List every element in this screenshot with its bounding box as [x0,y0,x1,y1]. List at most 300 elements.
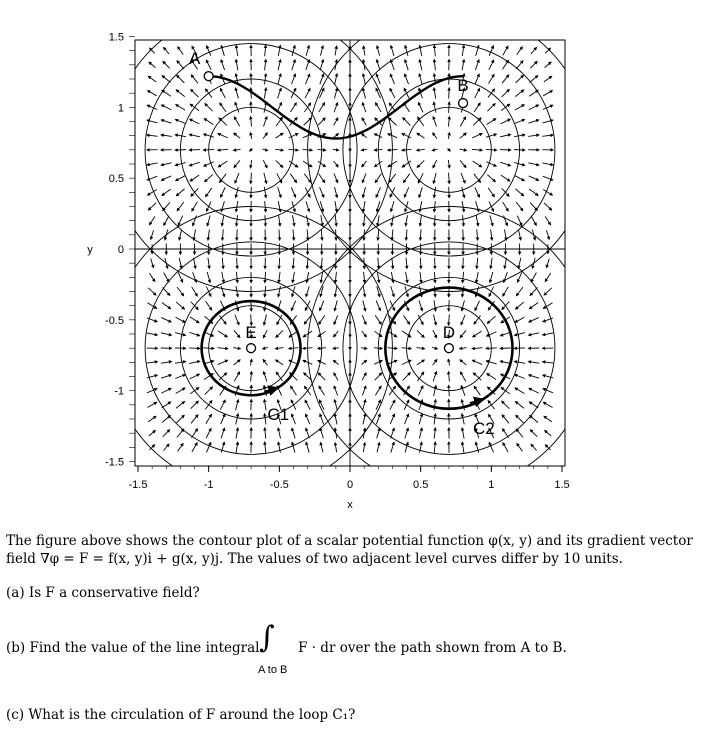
vector-arrow [276,330,283,337]
vector-arrow [377,272,379,283]
vector-arrow [461,386,465,396]
vector-arrow [487,103,495,111]
vector-arrow [176,176,186,181]
vector-arrow [278,59,280,70]
vector-arrow [377,215,379,226]
vector-arrow [218,348,228,349]
vector-arrow [434,45,435,56]
vector-arrow [205,387,213,395]
vector-arrow [362,118,366,126]
vector-arrow [334,88,337,99]
vector-arrow [461,315,465,325]
vector-arrow [377,46,380,56]
vector-arrow [404,187,408,197]
vector-arrow [542,135,553,136]
vector-arrow [320,74,324,84]
vector-arrow [236,187,239,198]
vector-arrow [263,359,267,365]
vector-arrow [376,414,380,424]
vector-arrow [189,162,199,166]
vector-arrow [318,360,326,364]
vector-arrow [220,103,226,112]
vector-arrow [545,273,551,282]
vector-arrow [307,215,309,226]
vector-arrow [500,162,510,166]
vector-arrow [306,201,309,211]
vector-arrow [374,331,382,337]
vector-arrow [374,360,382,364]
vector-arrow [489,201,494,211]
vector-arrow [189,134,200,136]
vector-arrow [251,371,252,381]
vector-arrow [491,258,492,269]
vector-arrow [305,301,310,311]
vector-arrow [531,216,536,226]
vector-arrow [151,230,154,239]
vector-arrow [265,442,266,453]
vector-arrow [449,173,450,184]
loop-label: C2 [473,418,495,438]
vector-arrow [278,88,282,98]
vector-arrow [203,134,214,137]
vector-arrow [222,229,223,240]
vector-arrow [307,229,308,240]
vector-arrow [420,272,421,283]
vector-arrow [265,215,266,226]
vector-arrow [250,148,253,151]
vector-arrow [303,149,313,150]
vector-arrow [279,229,280,240]
vector-arrow [403,373,411,381]
vector-arrow [406,215,408,226]
vector-arrow [265,201,266,212]
vector-arrow [163,444,169,451]
vector-arrow [335,300,338,311]
vector-arrow [235,315,239,325]
vector-arrow [175,163,186,166]
vector-arrow [292,60,295,70]
vector-arrow [291,103,297,112]
vector-arrow [336,229,337,240]
vector-arrow [516,202,523,211]
vector-arrow [289,348,299,349]
vector-arrow [321,272,323,283]
vector-arrow [303,161,312,167]
vector-arrow [218,331,227,337]
vector-arrow [177,429,184,437]
vector-arrow [303,331,312,337]
vector-arrow [176,105,185,111]
vector-arrow [515,302,523,309]
vector-arrow [147,189,156,195]
vector-arrow [363,201,365,212]
vector-arrow [503,287,509,296]
vector-arrow [544,416,552,422]
vector-arrow [290,174,296,183]
vector-arrow [236,414,238,425]
vector-arrow [176,302,184,309]
vector-arrow [306,286,309,296]
x-tick-label: -0.5 [269,479,289,491]
vector-arrow [448,359,449,365]
vector-arrow [318,161,326,167]
vector-arrow [251,102,252,113]
vector-arrow [405,414,409,424]
vector-arrow [475,301,480,311]
vector-arrow [543,189,552,195]
vector-arrow [250,132,251,138]
vector-arrow [206,46,210,56]
vector-arrow [461,173,465,183]
vector-arrow [292,414,296,424]
vector-arrow [251,173,252,184]
vector-arrow [504,216,508,226]
vector-arrow [375,373,382,380]
vector-arrow [460,330,466,337]
vector-arrow [265,272,266,283]
vector-arrow [334,118,338,126]
vector-arrow [434,102,436,113]
vector-arrow [265,286,266,297]
vector-arrow [306,428,310,438]
vector-arrow [391,442,394,453]
vector-arrow [433,133,437,139]
vector-arrow [275,360,283,365]
vector-arrow [362,161,367,167]
vector-arrow [275,133,283,138]
vector-arrow [475,74,479,84]
vector-arrow [179,258,181,269]
vector-arrow [502,60,508,69]
vector-arrow [190,387,199,394]
y-tick-label: 0 [117,244,124,256]
vector-arrow [417,348,425,349]
vector-arrow [164,273,169,283]
vector-arrow [462,45,464,56]
vector-arrow [433,372,436,382]
vector-arrow [529,90,538,96]
vector-arrow [374,134,382,138]
vector-arrow [462,201,464,212]
vector-arrow [449,385,450,396]
paths [202,76,513,409]
vector-arrow [321,215,323,226]
vector-arrow [545,62,552,68]
vector-arrow [191,429,197,438]
vector-arrow [206,442,210,452]
vector-arrow [335,46,336,56]
vector-arrow [433,330,437,338]
vector-arrow [334,373,338,381]
vector-arrow [263,160,267,168]
vector-arrow [291,301,295,311]
vector-arrow [434,187,436,198]
vector-arrow [335,201,337,212]
vector-arrow [221,201,224,212]
vector-arrow [417,160,424,167]
vector-arrow [501,104,510,111]
vector-arrow [222,215,224,226]
y-tick-label: -1.5 [105,456,124,469]
question-b-text: (b) Find the value of the line integral [6,640,260,656]
vector-arrow [177,61,184,69]
vector-arrow [149,62,156,68]
vector-arrow [419,414,422,425]
vector-arrow [334,103,338,113]
vector-arrow [434,428,435,439]
vector-arrow [320,187,324,197]
vector-arrow [221,286,224,297]
vector-arrow [319,103,325,112]
vector-arrow [221,60,225,70]
vector-arrow [236,45,238,56]
vector-arrow [178,47,184,55]
vector-arrow [502,89,510,97]
vector-arrow [318,348,326,349]
vector-arrow [515,388,524,394]
x-tick-label: -1 [203,479,214,491]
vector-arrow [434,59,435,70]
vector-arrow [147,163,158,165]
vector-arrow [203,348,214,349]
vector-arrow [420,201,422,212]
vector-arrow [177,287,184,296]
vector-arrow [177,75,185,83]
vector-arrow [489,442,493,452]
vector-arrow [190,374,200,379]
vector-arrow [218,133,228,137]
vector-arrow [529,302,538,308]
vector-arrow [279,215,280,226]
vector-arrow [363,46,364,56]
vector-arrow [333,348,339,349]
vector-arrow [529,388,539,393]
vector-arrow [362,315,366,324]
vector-arrow [161,105,171,110]
vector-arrow [162,75,170,82]
vector-arrow [489,60,494,70]
vector-arrow [420,258,421,269]
vector-arrow [501,387,510,394]
vector-arrow [319,400,324,410]
vector-arrow [361,149,367,150]
vector-arrow [419,428,421,439]
vector-arrow [487,175,495,182]
vector-arrow [434,414,435,425]
vector-arrow [204,119,213,125]
vector-arrow [206,287,211,297]
vector-arrow [501,119,511,124]
vector-arrow [491,229,492,240]
vector-arrow [264,372,267,382]
vector-arrow [206,201,211,211]
vector-arrow [333,149,339,150]
vector-arrow [460,360,467,365]
y-tick-label: -0.5 [105,314,124,327]
x-tick-label: 0.5 [413,479,429,491]
vector-arrow [388,161,397,167]
vector-arrow [388,348,398,349]
vector-arrow [488,188,494,197]
point-marker [444,344,453,353]
vector-arrow [363,300,366,311]
vector-arrow [390,187,395,197]
vector-arrow [515,105,524,111]
vector-arrow [293,229,294,240]
vector-arrow [147,303,156,309]
vector-arrow [514,120,524,124]
vector-arrow [391,286,394,296]
x-tick-label: 0 [346,479,354,491]
vector-arrow [487,316,495,323]
vector-arrow [278,187,281,197]
vector-arrow [503,46,508,55]
vector-arrow [335,215,336,226]
vector-arrow [529,402,538,408]
vector-arrow [516,75,524,83]
vector-arrow [305,74,309,84]
x-axis-label: x [347,499,353,511]
vector-arrow [176,388,185,394]
vector-arrow [221,414,225,424]
vector-arrow [363,400,366,411]
vector-arrow [543,91,552,96]
vector-arrow [278,286,280,297]
vector-arrow [235,400,238,411]
vector-arrow [191,89,199,97]
vector-arrow [528,333,539,335]
vector-arrow [264,399,266,410]
vector-arrow [264,414,265,425]
vector-arrow [545,216,551,225]
vector-arrow [543,402,552,407]
vector-arrow [162,189,171,195]
vector-arrow [236,201,238,212]
vector-arrow [486,149,497,150]
vector-arrow [488,89,495,98]
vector-arrow [264,117,267,127]
vector-arrow [333,133,338,137]
vector-arrow [542,333,553,335]
vector-arrow [502,401,510,409]
vector-arrow [305,414,309,424]
vector-arrow [203,149,214,150]
vector-arrow [514,135,525,137]
y-tick-label: 0.5 [108,173,124,186]
vector-arrow [264,88,266,99]
vector-arrow [147,362,158,363]
vector-arrow [335,443,336,453]
vector-arrow [501,175,510,181]
vector-arrow [378,229,379,240]
vector-arrow [279,258,280,269]
vector-arrow [528,135,539,137]
vector-arrow [292,45,295,56]
vector-arrow [161,333,172,335]
vector-arrow [402,149,412,150]
vector-arrow [289,149,299,150]
vector-arrow [515,176,525,181]
vector-arrow [489,46,493,56]
vector-arrow [306,60,310,70]
vector-arrow [544,76,552,82]
vector-arrow [305,187,310,197]
vector-arrow [502,75,509,84]
vector-arrow [391,428,395,438]
vector-arrow [362,103,366,113]
vector-arrow [376,400,381,410]
vector-arrow [176,189,184,196]
vector-arrow [419,187,422,197]
vector-arrow [278,428,280,439]
vector-arrow [362,174,366,183]
x-tick-label: 1 [488,479,495,491]
vector-arrow [528,120,538,123]
vector-arrow [418,102,423,112]
point-label: B [457,76,469,96]
vector-arrow [205,103,213,111]
vector-arrow [391,272,393,283]
vector-arrow [460,372,465,382]
vector-arrow [148,76,156,82]
vector-arrow [321,258,322,269]
vector-arrow [528,163,539,165]
vector-arrow [275,348,283,349]
vector-arrow [472,360,482,364]
vector-arrow [486,134,497,137]
vector-arrow [234,117,239,127]
vector-arrow [516,61,523,69]
vector-arrow [148,203,156,210]
vector-arrow [149,430,156,436]
vector-arrow [236,59,238,70]
vector-arrow [473,331,482,337]
vector-arrow [292,428,295,438]
vector-arrow [363,286,365,297]
vector-arrow [529,415,537,422]
vector-arrow [320,442,323,452]
vector-arrow [237,258,238,269]
vector-arrow [517,47,523,55]
vector-arrow [318,149,326,150]
vector-arrow [434,300,436,311]
vector-arrow [191,415,198,424]
vector-arrow [490,215,493,226]
vector-arrow [191,401,199,409]
vector-arrow [390,400,395,410]
vector-arrow [293,258,294,269]
vector-arrow [405,428,408,438]
vector-arrow [390,74,394,84]
vector-arrow [321,229,322,240]
vector-arrow [363,187,366,198]
vector-arrow [147,105,157,109]
vector-arrow [189,150,200,151]
vector-arrow [460,160,466,167]
vector-arrow [488,400,495,409]
point-label: A [188,49,201,69]
vector-arrow [362,331,367,337]
vector-arrow [333,161,338,167]
vector-arrow [363,428,365,439]
vector-arrow [420,215,421,226]
vector-arrow [175,135,186,137]
vector-arrow [265,59,266,70]
vector-arrow [333,331,338,337]
vector-arrow [206,428,211,438]
vector-arrow [192,287,198,296]
vector-arrow [161,318,171,322]
